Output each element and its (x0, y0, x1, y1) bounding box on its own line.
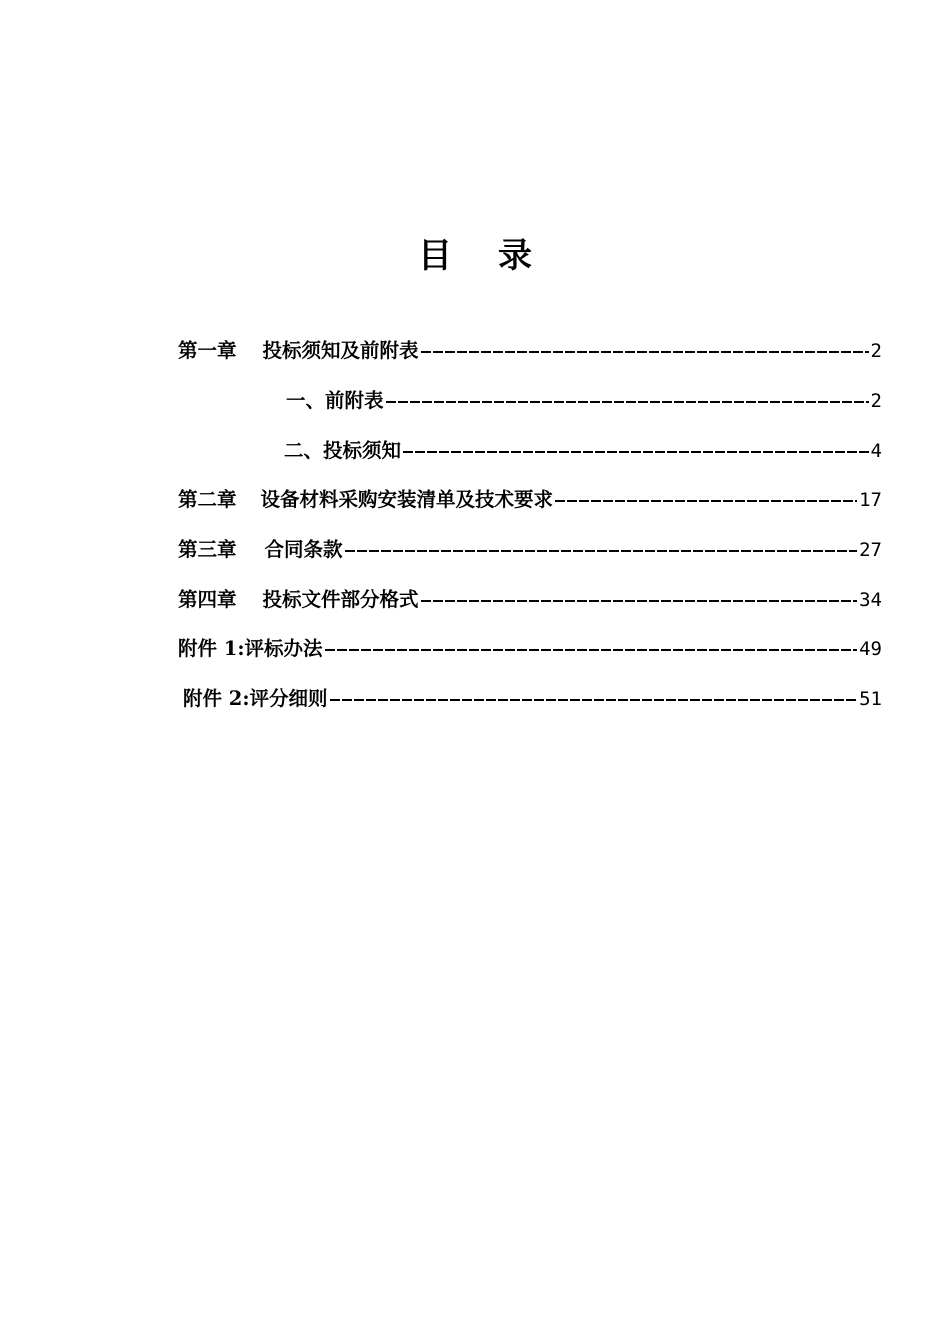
toc-entry-chapter-3[interactable] (178, 535, 882, 565)
toc-page-number: 2 (870, 390, 882, 412)
toc-entry-text: 附件 2:评分细则 (183, 687, 328, 710)
toc-entry-section-1-1[interactable] (286, 386, 882, 416)
toc-chapter-number: 第二章 (178, 488, 237, 511)
toc-chapter-number: 第四章 (178, 588, 237, 611)
toc-entry-text: 合同条款 (264, 538, 343, 561)
toc-dot-leader (325, 649, 858, 651)
toc-chapter-number: 第三章 (178, 538, 237, 561)
toc-entry-label (178, 634, 323, 664)
toc-page-number: 27 (859, 539, 882, 561)
toc-page-number: 4 (870, 440, 882, 462)
toc-entry-text: 设备材料采购安装清单及技术要求 (260, 488, 554, 511)
toc-dot-leader (421, 351, 869, 353)
toc-entry-text: 附件 1:评标办法 (178, 637, 323, 660)
toc-entry-section-1-2[interactable] (284, 436, 882, 466)
toc-page-number: 17 (859, 489, 882, 511)
toc-entry-label (178, 485, 553, 515)
toc-entry-label (178, 585, 419, 615)
toc-entry-text: 二、投标须知 (284, 439, 402, 462)
toc-page-number: 34 (859, 589, 882, 611)
toc-entry-label (284, 436, 401, 466)
toc-entry-text: 一、前附表 (286, 389, 384, 412)
toc-dot-leader (421, 600, 858, 602)
title-char-2: 录 (498, 236, 532, 276)
toc-entry-label (286, 386, 384, 416)
toc-entry-label (178, 535, 343, 565)
toc-entry-chapter-1[interactable] (178, 336, 882, 366)
toc-page-number: 49 (859, 638, 882, 660)
toc-page-number: 2 (870, 340, 882, 362)
toc-dot-leader (403, 451, 869, 453)
toc-entry-chapter-4[interactable] (178, 585, 882, 615)
toc-entry-chapter-2[interactable] (178, 485, 882, 515)
toc-entry-appendix-1[interactable] (178, 634, 882, 664)
toc-entry-label (183, 684, 328, 714)
toc-entry-text: 投标须知及前附表 (262, 339, 419, 362)
toc-dot-leader (555, 500, 857, 502)
toc-dot-leader (330, 699, 858, 701)
toc-dot-leader (345, 550, 858, 552)
toc-page-number: 51 (859, 688, 882, 710)
title-char-1: 目 (418, 236, 452, 276)
toc-entry-appendix-2[interactable] (183, 684, 882, 714)
toc-dot-leader (386, 401, 869, 403)
toc-entry-label (178, 336, 419, 366)
toc-chapter-number: 第一章 (178, 339, 237, 362)
toc-entry-text: 投标文件部分格式 (262, 588, 419, 611)
